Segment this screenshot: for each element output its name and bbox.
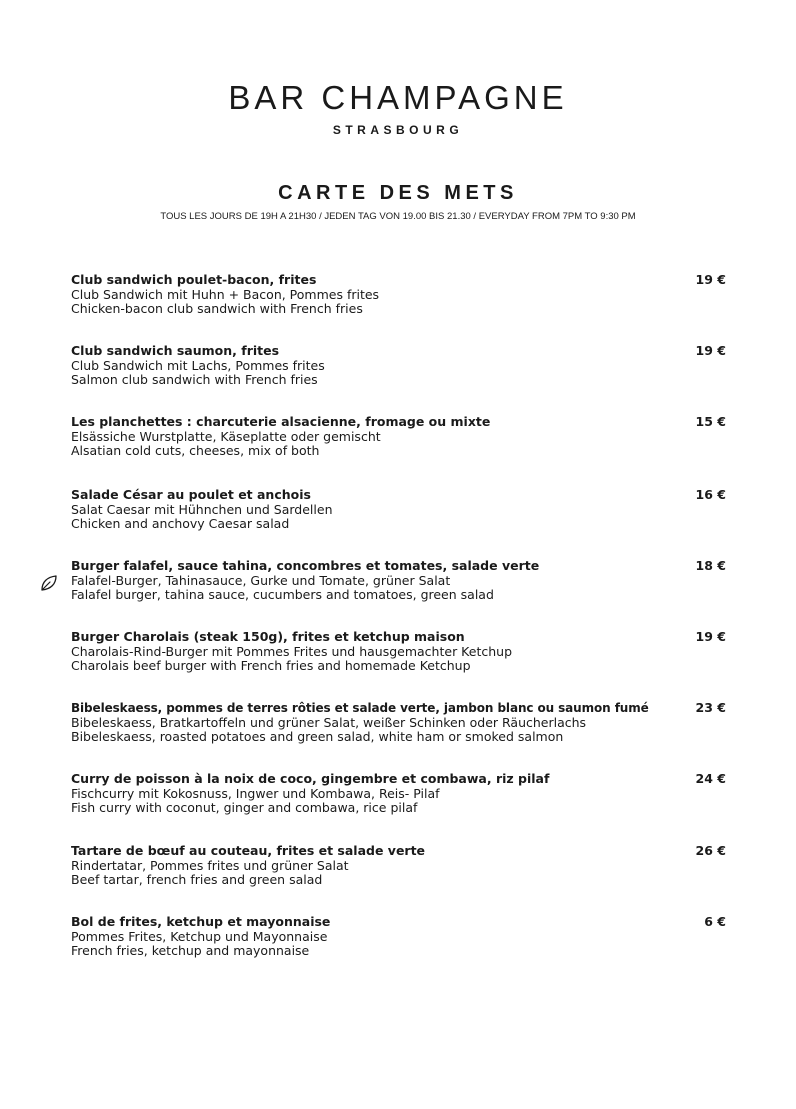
brand-city: STRASBOURG <box>332 123 464 137</box>
item-name-en: Beef tartar, french fries and green salad <box>71 872 323 887</box>
menu-item <box>71 844 726 888</box>
item-price: 6 € <box>704 914 726 929</box>
menu-item <box>71 344 726 388</box>
item-name-de: Falafel-Burger, Tahinasauce, Gurke und Tomate, grüner Salat <box>71 572 451 588</box>
item-name-de: Fischcurry mit Kokosnuss, Ingwer und Kombawa, Reis- Pilaf <box>71 785 440 801</box>
menu-item <box>71 415 726 459</box>
item-price: 19 € <box>695 629 726 644</box>
menu-item <box>71 273 726 317</box>
item-name-de: Club Sandwich mit Lachs, Pommes frites <box>71 357 325 373</box>
menu-item <box>71 701 726 745</box>
menu-item <box>71 488 726 532</box>
item-name-fr: Burger Charolais (steak 150g), frites et ketchup maison <box>71 629 465 644</box>
item-name-de: Pommes Frites, Ketchup und Mayonnaise <box>71 928 328 944</box>
item-name-en: Charolais beef burger with French fries and homemade Ketchup <box>71 658 471 673</box>
brand-title: BAR CHAMPAGNE <box>228 79 568 116</box>
item-name-en: Chicken and anchovy Caesar salad <box>71 516 290 531</box>
opening-hours: TOUS LES JOURS DE 19H A 21H30 / JEDEN TAG VON 19.00 BIS 21.30 / EVERYDAY FROM 7PM TO 9:30 PM <box>160 211 636 222</box>
item-name-fr: Club sandwich poulet-bacon, frites <box>71 272 317 287</box>
item-name-de: Charolais-Rind-Burger mit Pommes Frites und hausgemachter Ketchup <box>71 643 512 659</box>
item-name-fr: Curry de poisson à la noix de coco, gingembre et combawa, riz pilaf <box>71 771 550 786</box>
menu-title: CARTE DES METS <box>278 182 518 204</box>
item-price: 23 € <box>695 700 726 715</box>
menu-item <box>71 772 726 816</box>
item-name-fr: Bibeleskaess, pommes de terres rôties et salade verte, jambon blanc ou saumon fumé <box>71 701 649 715</box>
item-price: 26 € <box>695 843 726 858</box>
item-name-fr: Bol de frites, ketchup et mayonnaise <box>71 914 331 929</box>
menu-item <box>71 559 726 603</box>
leaf-icon <box>40 574 58 592</box>
item-name-en: Bibeleskaess, roasted potatoes and green salad, white ham or smoked salmon <box>71 729 564 744</box>
item-name-en: Fish curry with coconut, ginger and combawa, rice pilaf <box>71 800 418 815</box>
item-name-de: Club Sandwich mit Huhn + Bacon, Pommes frites <box>71 286 380 302</box>
menu-item <box>71 915 726 959</box>
item-name-de: Elsässiche Wurstplatte, Käseplatte oder gemischt <box>71 428 381 444</box>
item-price: 18 € <box>695 558 726 573</box>
item-name-fr: Les planchettes : charcuterie alsacienne, fromage ou mixte <box>71 414 491 429</box>
item-price: 24 € <box>695 771 726 786</box>
item-name-en: French fries, ketchup and mayonnaise <box>71 943 310 958</box>
item-name-fr: Tartare de bœuf au couteau, frites et salade verte <box>71 843 426 858</box>
item-name-fr: Salade César au poulet et anchois <box>71 487 311 502</box>
item-name-en: Chicken-bacon club sandwich with French fries <box>71 301 363 316</box>
item-price: 19 € <box>695 272 726 287</box>
item-name-de: Salat Caesar mit Hühnchen und Sardellen <box>71 501 333 517</box>
item-name-fr: Club sandwich saumon, frites <box>71 343 280 358</box>
item-name-en: Salmon club sandwich with French fries <box>71 372 318 387</box>
item-name-de: Rindertatar, Pommes frites und grüner Salat <box>71 857 349 873</box>
item-name-en: Falafel burger, tahina sauce, cucumbers and tomatoes, green salad <box>71 587 494 602</box>
item-price: 19 € <box>695 343 726 358</box>
item-name-de: Bibeleskaess, Bratkartoffeln und grüner Salat, weißer Schinken oder Räucherlachs <box>71 714 587 730</box>
item-price: 15 € <box>695 414 726 429</box>
item-price: 16 € <box>695 487 726 502</box>
item-name-fr: Burger falafel, sauce tahina, concombres et tomates, salade verte <box>71 558 540 573</box>
menu-item <box>71 630 726 674</box>
item-name-en: Alsatian cold cuts, cheeses, mix of both <box>71 443 320 458</box>
